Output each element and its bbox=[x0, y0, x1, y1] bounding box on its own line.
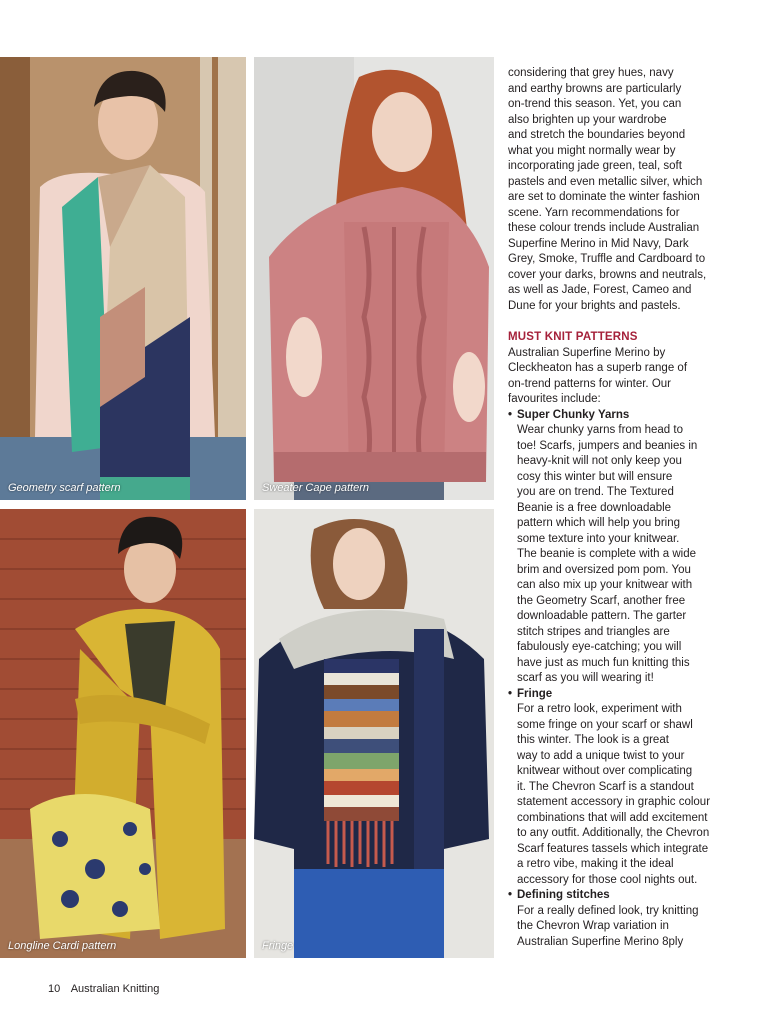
sweater-cape-image bbox=[254, 57, 494, 500]
text-line: accessory for those cool nights out. bbox=[517, 873, 698, 886]
text-line: downloadable pattern. The garter bbox=[517, 610, 687, 622]
text-line: the Chevron Wrap variation in bbox=[517, 920, 669, 932]
text-line: incorporating jade green, teal, soft bbox=[508, 160, 682, 172]
bullet-body-stitches bbox=[508, 904, 723, 951]
text-line: a retro vibe, making it the ideal bbox=[517, 858, 674, 870]
photo-caption: Fringe bbox=[262, 940, 294, 952]
text-line: some texture into your knitwear. bbox=[517, 532, 680, 545]
photo-caption: Geometry scarf pattern bbox=[8, 482, 121, 494]
text-line: Dune for your brights and pastels. bbox=[508, 299, 681, 312]
text-line: scene. Yarn recommendations for bbox=[508, 206, 680, 219]
text-line: stitch stripes and triangles are bbox=[517, 625, 670, 638]
text-line: you are on trend. The Textured bbox=[517, 486, 674, 498]
text-line: Superfine Merino in Mid Navy, Dark bbox=[508, 237, 689, 250]
photo-caption: Sweater Cape pattern bbox=[262, 482, 370, 494]
text-line: Grey, Smoke, Truffle and Cardboard to bbox=[508, 253, 706, 265]
text-line: pastels and even metallic silver, which bbox=[508, 175, 703, 188]
text-line: way to add a unique twist to your bbox=[517, 749, 685, 762]
text-line: combinations that will add excitement bbox=[517, 811, 708, 824]
geometry-scarf-image bbox=[0, 57, 246, 500]
text-line: Beanie is a free downloadable bbox=[517, 501, 672, 514]
intro-paragraph bbox=[508, 66, 723, 314]
text-line: on-trend patterns for winter. Our bbox=[508, 377, 671, 390]
text-line: and earthy browns are particularly bbox=[508, 82, 682, 95]
text-line: Scarf features tassels which integrate bbox=[517, 842, 709, 855]
text-line: some fringe on your scarf or shawl bbox=[517, 718, 693, 731]
text-line: statement accessory in graphic colour bbox=[517, 796, 711, 808]
text-line: this winter. The look is a great bbox=[517, 734, 669, 746]
text-line: can also mix up your knitwear with bbox=[517, 579, 693, 591]
section-intro bbox=[508, 346, 723, 408]
publication-name: Australian Knitting bbox=[70, 983, 160, 995]
photo-fringe bbox=[254, 509, 494, 958]
text-line: heavy-knit will not only keep you bbox=[517, 455, 682, 467]
bullet-body-fringe bbox=[508, 702, 723, 888]
text-line: Wear chunky yarns from head to bbox=[517, 424, 683, 436]
page-number: 10 bbox=[48, 983, 61, 995]
bullet-body-chunky bbox=[508, 423, 723, 687]
text-line: toe! Scarfs, jumpers and beanies in bbox=[517, 439, 698, 452]
text-line: and stretch the boundaries beyond bbox=[508, 129, 686, 141]
text-line: on-trend this season. Yet, you can bbox=[508, 98, 682, 110]
text-line: favourites include: bbox=[508, 393, 601, 405]
photo-geometry-scarf bbox=[0, 57, 246, 500]
text-line: Cleckheaton has a superb range of bbox=[508, 362, 688, 374]
section-heading: MUST KNIT PATTERNS bbox=[508, 331, 638, 343]
text-line: it. The Chevron Scarf is a standout bbox=[517, 780, 694, 793]
text-line: have just as much fun knitting this bbox=[517, 656, 690, 669]
text-line: knitwear without over complicating bbox=[517, 765, 693, 777]
photo-longline-cardi bbox=[0, 509, 246, 958]
fringe-scarf-image bbox=[254, 509, 494, 958]
text-line: as well as Jade, Forest, Cameo and bbox=[508, 284, 692, 296]
photo-sweater-cape bbox=[254, 57, 494, 500]
photo-caption: Longline Cardi pattern bbox=[8, 940, 117, 952]
article-text-column bbox=[508, 66, 723, 950]
text-line: are set to dominate the winter fashion bbox=[508, 191, 700, 203]
text-line: brim and oversized pom pom. You bbox=[517, 563, 691, 576]
text-line: fabulously eye-catching; you will bbox=[517, 641, 682, 653]
text-line: The beanie is complete with a wide bbox=[517, 548, 696, 560]
text-line: For a really defined look, try knitting bbox=[517, 904, 699, 917]
text-line: these colour trends include Australian bbox=[508, 222, 700, 234]
text-line: pattern which will help you bring bbox=[517, 517, 681, 529]
text-line: what you might normally wear by bbox=[508, 144, 676, 157]
longline-cardi-image bbox=[0, 509, 246, 958]
text-line: the Geometry Scarf, another free bbox=[517, 594, 686, 607]
text-line: For a retro look, experiment with bbox=[517, 703, 682, 715]
page-footer bbox=[48, 983, 159, 995]
text-line: cover your darks, browns and neutrals, bbox=[508, 268, 707, 281]
text-line: scarf as you will wearing it! bbox=[517, 672, 654, 684]
text-line: also brighten up your wardrobe bbox=[508, 113, 667, 126]
text-line: considering that grey hues, navy bbox=[508, 67, 674, 79]
text-line: cosy this winter but will ensure bbox=[517, 470, 673, 483]
bullet-title-stitches: • Defining stitches bbox=[508, 888, 723, 904]
text-line: to any outfit. Additionally, the Chevron bbox=[517, 827, 710, 839]
bullet-title-chunky: • Super Chunky Yarns bbox=[508, 408, 723, 424]
bullet-title-fringe: • Fringe bbox=[508, 687, 723, 703]
text-line: Australian Superfine Merino 8ply bbox=[517, 935, 684, 948]
text-line: Australian Superfine Merino by bbox=[508, 346, 666, 359]
